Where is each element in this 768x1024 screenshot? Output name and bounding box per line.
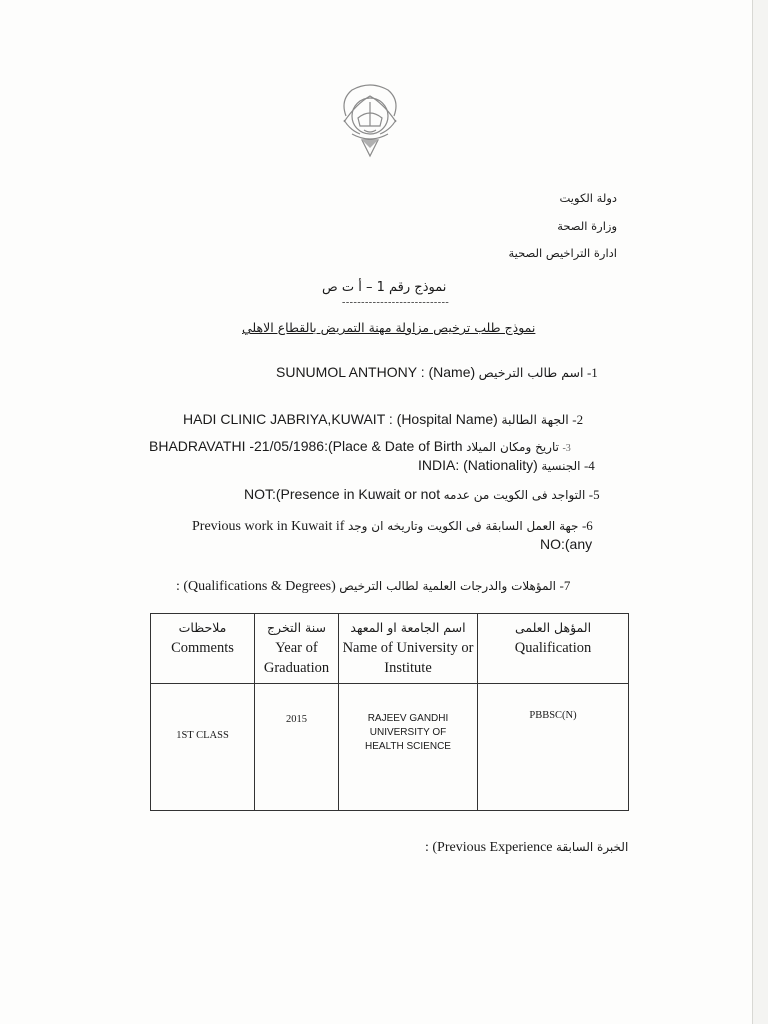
field-nationality-value: INDIA: (Nationality) <box>418 457 538 473</box>
kuwait-emblem-icon <box>336 82 404 162</box>
previous-experience-ar: الخبرة السابقة <box>556 840 629 854</box>
header-qualification-en: Qualification <box>514 640 592 656</box>
field-qualifications-number: -7 <box>559 578 571 593</box>
field-birth-row <box>149 438 571 456</box>
field-previous-work-row <box>192 518 593 535</box>
field-presence-number: -5 <box>588 487 600 502</box>
cell-comments: 1ST CLASS <box>151 684 255 811</box>
header-country: دولة الكويت <box>559 191 617 205</box>
field-presence-label: التواجد فى الكويت من عدمه <box>443 488 586 502</box>
header-comments-ar: ملاحظات <box>178 620 227 635</box>
field-previous-work-answer: NO:(any <box>540 536 593 552</box>
table-header-row <box>151 614 629 684</box>
field-birth-number: -3 <box>562 443 571 454</box>
header-year-en: Year of Graduation <box>263 640 330 676</box>
field-previous-work-label: جهة العمل السابقة فى الكويت وتاريخه ان وجد <box>347 519 579 533</box>
field-nationality-number: -4 <box>583 458 595 473</box>
field-previous-work-value: Previous work in Kuwait if <box>192 519 345 534</box>
cell-qualification: PBBSC(N) <box>478 684 629 811</box>
form-number: نموذج رقم 1 – أ ت ص <box>322 280 447 295</box>
header-comments-en: Comments <box>171 640 234 656</box>
field-nationality-row <box>418 457 595 475</box>
header-institute <box>339 614 478 684</box>
field-name-value: SUNUMOL ANTHONY : (Name) <box>276 364 476 380</box>
header-comments <box>151 614 255 684</box>
field-qualifications-row <box>176 578 570 595</box>
field-hospital-number: -2 <box>572 412 584 427</box>
header-qualification-ar: المؤهل العلمى <box>514 620 592 635</box>
field-birth-label: تاريخ ومكان الميلاد <box>466 440 559 454</box>
previous-experience-row <box>425 840 628 856</box>
qualifications-table <box>150 613 629 811</box>
field-name-label: اسم طالب الترخيص <box>478 365 584 380</box>
title-divider: ---------------------------- <box>342 297 450 308</box>
field-presence-row <box>244 486 600 504</box>
header-year <box>255 614 339 684</box>
field-qualifications-value: : (Qualifications & Degrees) <box>176 579 336 594</box>
cell-institute: RAJEEV GANDHI UNIVERSITY OF HEALTH SCIENCE <box>339 684 478 811</box>
field-name-number: -1 <box>586 365 598 380</box>
header-year-ar: سنة التخرج <box>266 620 326 635</box>
header-ministry: وزارة الصحة <box>557 219 617 233</box>
cell-year: 2015 <box>255 684 339 811</box>
field-hospital-row <box>183 411 583 429</box>
field-qualifications-label: المؤهلات والدرجات العلمية لطالب الترخيص <box>339 579 557 593</box>
field-birth-value: BHADRAVATHI -21/05/1986:(Place & Date of Birth <box>149 438 463 454</box>
field-nationality-label: الجنسية <box>541 459 581 473</box>
field-previous-work-number: -6 <box>581 518 593 533</box>
header-institute-en: Name of University or Institute <box>342 640 474 676</box>
field-name-row <box>276 364 598 382</box>
field-hospital-value: HADI CLINIC JABRIYA,KUWAIT : (Hospital Name) <box>183 411 498 427</box>
field-presence-value: NOT:(Presence in Kuwait or not <box>244 486 441 502</box>
header-department: ادارة التراخيص الصحية <box>508 246 617 260</box>
table-row <box>151 684 629 811</box>
field-hospital-label: الجهة الطالبة <box>501 412 569 427</box>
previous-experience-en: : (Previous Experience <box>425 840 553 855</box>
form-title: نموذج طلب ترخيص مزاولة مهنة التمريض بالقطاع الاهلي <box>242 320 536 335</box>
header-qualification <box>478 614 629 684</box>
header-institute-ar: اسم الجامعة او المعهد <box>350 620 466 635</box>
